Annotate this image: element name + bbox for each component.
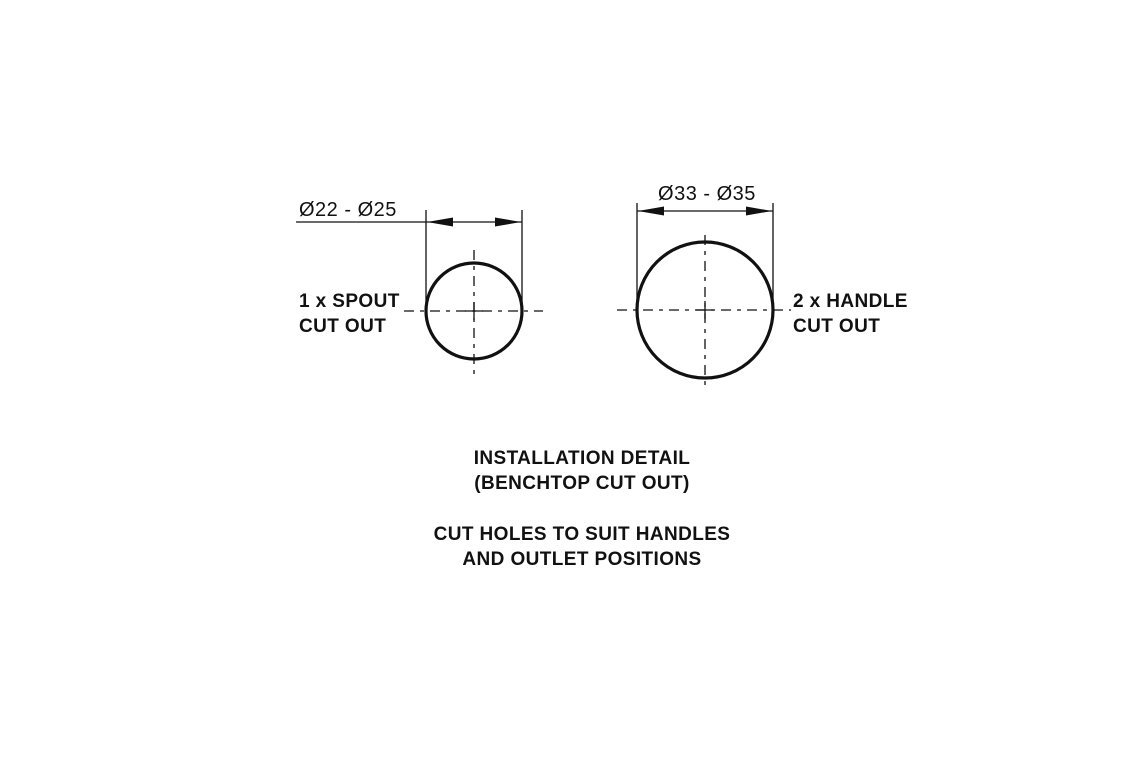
spout-dimension-label: Ø22 - Ø25 [299,199,397,221]
notes-instruction-line2: AND OUTLET POSITIONS [462,549,702,570]
handle-dim-arrow-left-icon [638,207,664,216]
handle-label-line2: CUT OUT [793,316,881,337]
handle-dimension-label: Ø33 - Ø35 [658,183,756,205]
spout-label-line1: 1 x SPOUT [299,291,400,312]
handle-label-line1: 2 x HANDLE [793,291,908,312]
handle-dim-arrow-right-icon [746,207,772,216]
spout-cutout-figure [296,199,543,378]
spout-label-line2: CUT OUT [299,316,387,337]
notes-title-line2: (BENCHTOP CUT OUT) [474,473,690,494]
spout-dim-arrow-left-icon [427,218,453,227]
notes-block [434,448,731,570]
handle-cutout-figure [617,183,908,391]
spout-dim-arrow-right-icon [495,218,521,227]
notes-instruction-line1: CUT HOLES TO SUIT HANDLES [433,524,731,545]
notes-title-line1: INSTALLATION DETAIL [473,448,691,469]
